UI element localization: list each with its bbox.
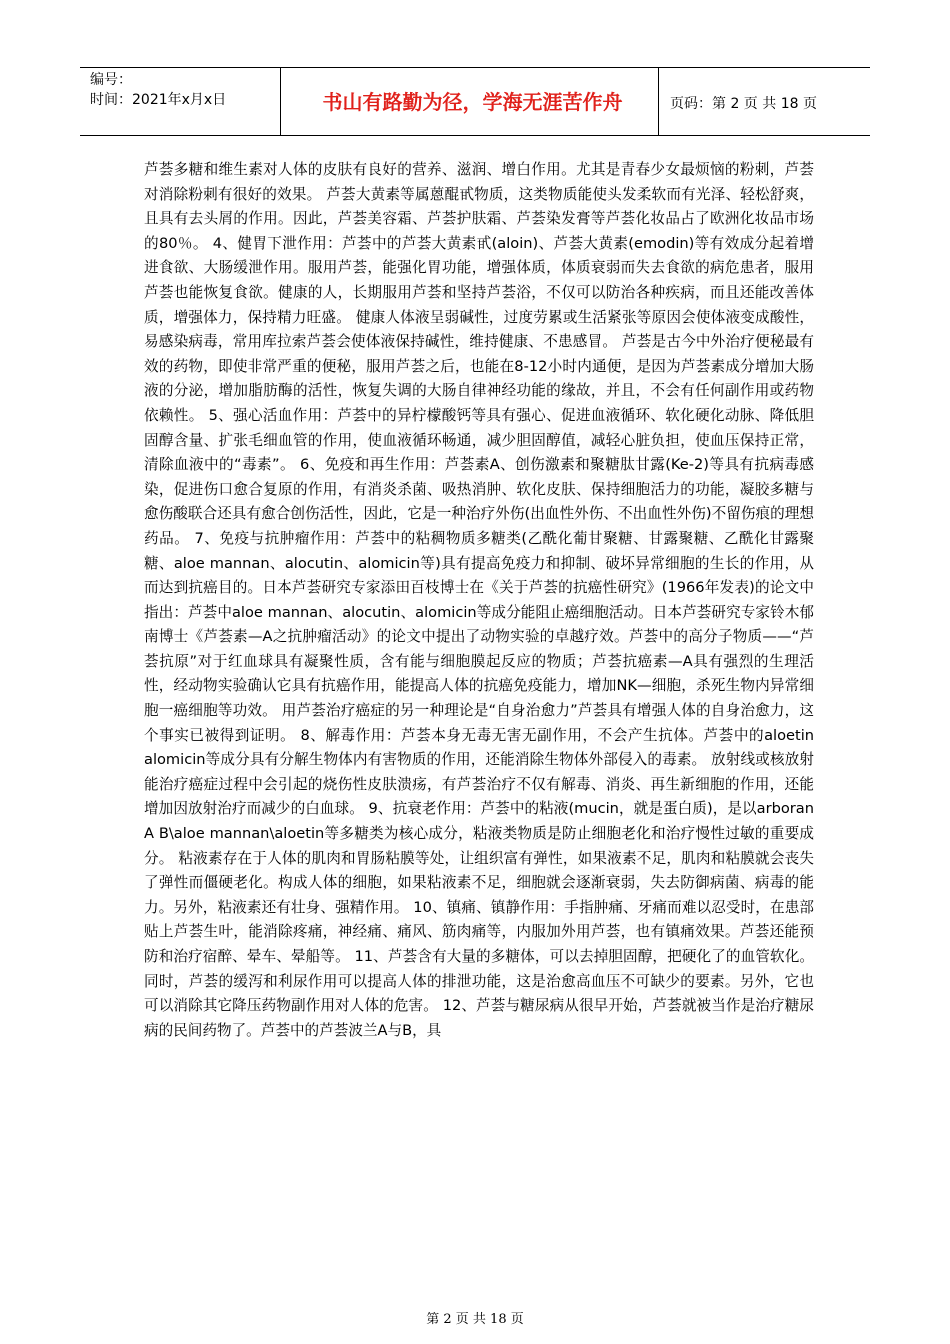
document-code: 编号： — [90, 72, 132, 88]
body-paragraph: 芦荟多糖和维生素对人体的皮肤有良好的营养、滋润、增白作用。尤其是青春少女最烦恼的粉刺，芦荟对消除粉刺有很好的效果。 芦荟大黄素等属蒽醌甙物质，这类物质能使头发柔软而有光泽、轻松舒爽，且具有去头屑的作用。因此，芦荟美容霜、芦荟护肤霜、芦荟染发膏等芦荟化妆品占了欧洲化妆品市场的80％。 4、健胃下泄作用：芦荟中的芦荟大黄素甙(aloin)、芦荟大黄素(emodin)等有效成分起着增进食欲、大肠缓泄作用。服用芦荟，能强化胃功能，增强体质，体质衰弱而失去食欲的病危患者，服用芦荟也能恢复食欲。健康的人，长期服用芦荟和坚持芦荟浴，不仅可以防治各种疾病，而且还能改善体质，增强体力，保持精力旺盛。 健康人体液呈弱碱性，过度劳累或生活紧张等原因会使体液变成酸性，易感染病毒，常用库拉索芦荟会使体液保持碱性，维持健康、不患感冒。 芦荟是古今中外治疗便秘最有效的药物，即使非常严重的便秘，服用芦荟之后，也能在8-12小时内通便，是因为芦荟素成分增加大肠液的分泌，增加脂肪酶的活性，恢复失调的大肠自律神经功能的缘故，并且，不会有任何副作用或药物依赖性。 5、强心活血作用：芦荟中的异柠檬酸钙等具有强心、促进血液循环、软化硬化动脉、降低胆固醇含量、扩张毛细血管的作用，使血液循环畅通，减少胆固醇值，减轻心脏负担，使血压保持正常，清除血液中的“毒素”。 6、免疫和再生作用：芦荟素A、创伤激素和聚糖肽甘露(Ke-2)等具有抗病毒感染，促进伤口愈合复原的作用，有消炎杀菌、吸热消肿、软化皮肤、保持细胞活力的功能，凝胶多糖与愈伤酸联合还具有愈合创伤活性，因此，它是一种治疗外伤(出血性外伤、不出血性外伤)不留伤痕的理想药品。 7、免疫与抗肿瘤作用：芦荟中的粘稠物质多糖类(乙酰化葡甘聚糖、甘露聚糖、乙酰化甘露聚糖、aloe mannan、alocutin、alomicin等)具有提高免疫力和抑制、破坏异常细胞的生长的作用，从而达到抗癌目的。日本芦荟研究专家添田百枝博士在《关于芦荟的抗癌性研究》(1966年发表)的论文中指出：芦荟中aloe mannan、alocutin、alomicin等成分能阻止癌细胞活动。日本芦荟研究专家铃木郁南博士《芦荟素—A之抗肿瘤活动》的论文中提出了动物实验的卓越疗效。芦荟中的高分子物质——“芦荟抗原”对于红血球具有凝聚性质，含有能与细胞膜起反应的物质；芦荟抗癌素—A具有强烈的生理活性，经动物实验确认它具有抗癌作用，能提高人体的抗癌免疫能力，增加NK—细胞，杀死生物内异常细胞一癌细胞等功效。 用芦荟治疗癌症的另一种理论是“自身治愈力”芦荟具有增强人体的自身治愈力，这个事实已被得到证明。 8、解毒作用：芦荟本身无毒无害无副作用，不会产生抗体。芦荟中的aloetin alomicin等成分具有分解生物体内有害物质的作用，还能消除生物体外部侵入的毒素。 放射线或核放射能治疗癌症过程中会引起的烧伤性皮肤溃疡，有芦荟治疗不仅有解毒、消炎、再生新细胞的作用，还能增加因放射治疗而减少的白血球。 9、抗衰老作用：芦荟中的粘液(mucin，就是蛋白质)，是以arboran A B\aloe mannan\aloetin等多糖类为核心成分，粘液类物质是防止细胞老化和治疗慢性过敏的重要成分。 粘液素存在于人体的肌肉和胃肠粘膜等处，让组织富有弹性，如果液素不足，肌肉和粘膜就会丧失了弹性而僵硬老化。构成人体的细胞，如果粘液素不足，细胞就会逐渐衰弱，失去防御病菌、病毒的能力。另外，粘液素还有壮身、强精作用。 10、镇痛、镇静作用：手指肿痛、牙痛而难以忍受时，在患部贴上芦荟生叶，能消除疼痛，神经痛、痛风、筋肉痛等，内服加外用芦荟，也有镇痛效果。芦荟还能预防和治疗宿醉、晕车、晕船等。 11、芦荟含有大量的多糖体，可以去掉胆固醇，把硬化了的血管软化。同时，芦荟的缓泻和利尿作用可以提高人体的排泄功能，这是治愈高血压不可缺少的要素。另外，它也可以消除其它降压药物副作用对人体的危害。 12、芦荟与糖尿病从很早开始，芦荟就被当作是治疗糖尿病的民间药物了。芦荟中的芦荟波兰A与B，具 — [144, 161, 814, 1039]
document-body — [144, 158, 814, 1043]
header-divider-left — [280, 67, 281, 135]
header-info — [90, 70, 270, 110]
header-top-rule — [80, 67, 870, 68]
header-bottom-rule — [80, 135, 870, 136]
document-date: 时间：2021年x月x日 — [90, 92, 227, 108]
header-motto: 书山有路勤为径，学海无涯苦作舟 — [322, 90, 623, 114]
header-page-number: 页码：第 2 页 共 18 页 — [670, 96, 817, 112]
header-divider-right — [658, 67, 659, 135]
page-footer: 第 2 页 共 18 页 — [426, 1312, 524, 1327]
